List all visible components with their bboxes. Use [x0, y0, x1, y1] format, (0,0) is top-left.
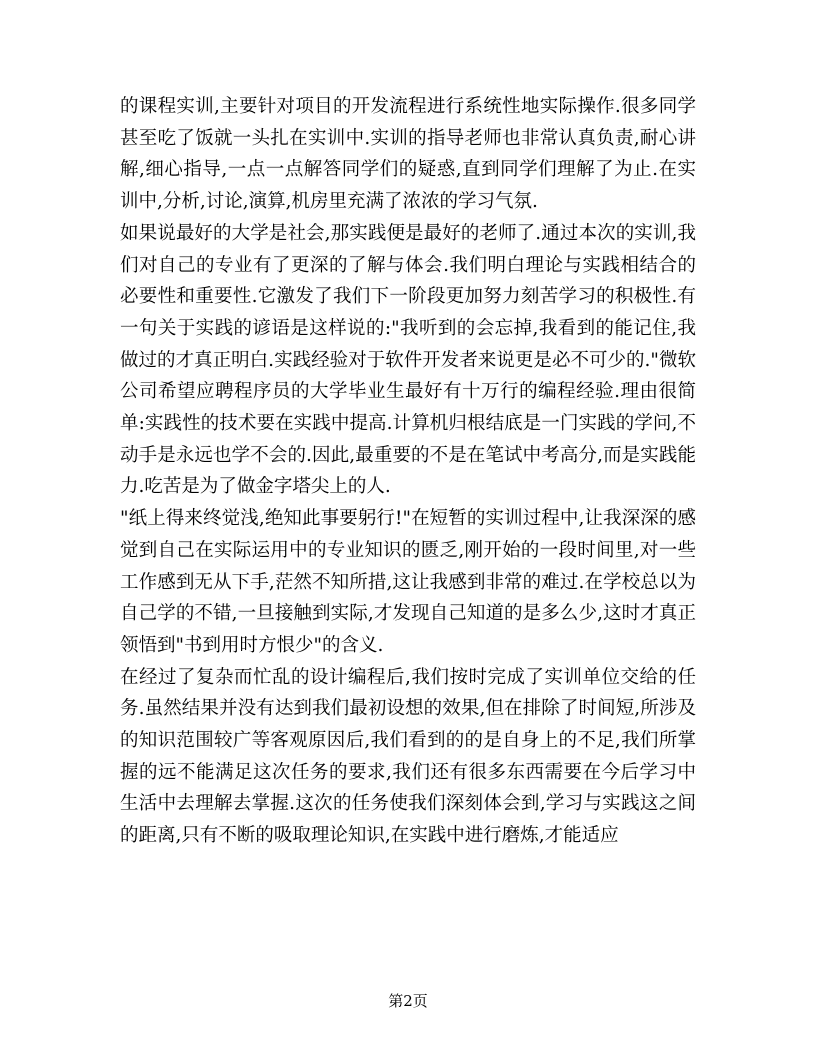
paragraph-2: 如果说最好的大学是社会,那实践便是最好的老师了.通过本次的实训,我们对自己的专业有了更深的了解与体会.我们明白理论与实践相结合的必要性和重要性.它激发了我们下一阶段更加努力刻苦学习的积极性.有一句关于实践的谚语是这样说的:"我听到的会忘掉,我看到的能记住,我做过的才真正明白.实践经验对于软件开发者来说更是必不可少的."微软公司希望应聘程序员的大学毕业生最好有十万行的编程经验.理由很简单:实践性的技术要在实践中提高.计算机归根结底是一门实践的学问,不动手是永远也学不会的.因此,最重要的不是在笔试中考高分,而是实践能力.吃苦是为了做金字塔尖上的人. — [120, 222, 696, 498]
paragraph-1: 的课程实训,主要针对项目的开发流程进行系统性地实际操作.很多同学甚至吃了饭就一头扎在实训中.实训的指导老师也非常认真负责,耐心讲解,细心指导,一点一点解答同学们的疑惑,直到同学们理解了为止.在实训中,分析,讨论,演算,机房里充满了浓浓的学习气氛. — [120, 96, 696, 213]
page-number: 第2页 — [388, 992, 428, 1010]
paragraph-4: 在经过了复杂而忙乱的设计编程后,我们按时完成了实训单位交给的任务.虽然结果并没有达到我们最初设想的效果,但在排除了时间短,所涉及的知识范围较广等客观原因后,我们看到的的是自身上的不足,我们所掌握的远不能满足这次任务的要求,我们还有很多东西需要在今后学习中生活中去理解去掌握.这次的任务使我们深刻体会到,学习与实践这之间的距离,只有不断的吸取理论知识,在实践中进行磨炼,才能适应 — [120, 666, 696, 847]
paragraph-3: "纸上得来终觉浅,绝知此事要躬行!"在短暂的实训过程中,让我深深的感觉到自己在实际运用中的专业知识的匮乏,刚开始的一段时间里,对一些工作感到无从下手,茫然不知所措,这让我感到非常的难过.在学校总以为自己学的不错,一旦接触到实际,才发现自己知道的是多么少,这时才真正领悟到"书到用时方恨少"的含义. — [120, 508, 696, 656]
body-text — [120, 91, 696, 852]
